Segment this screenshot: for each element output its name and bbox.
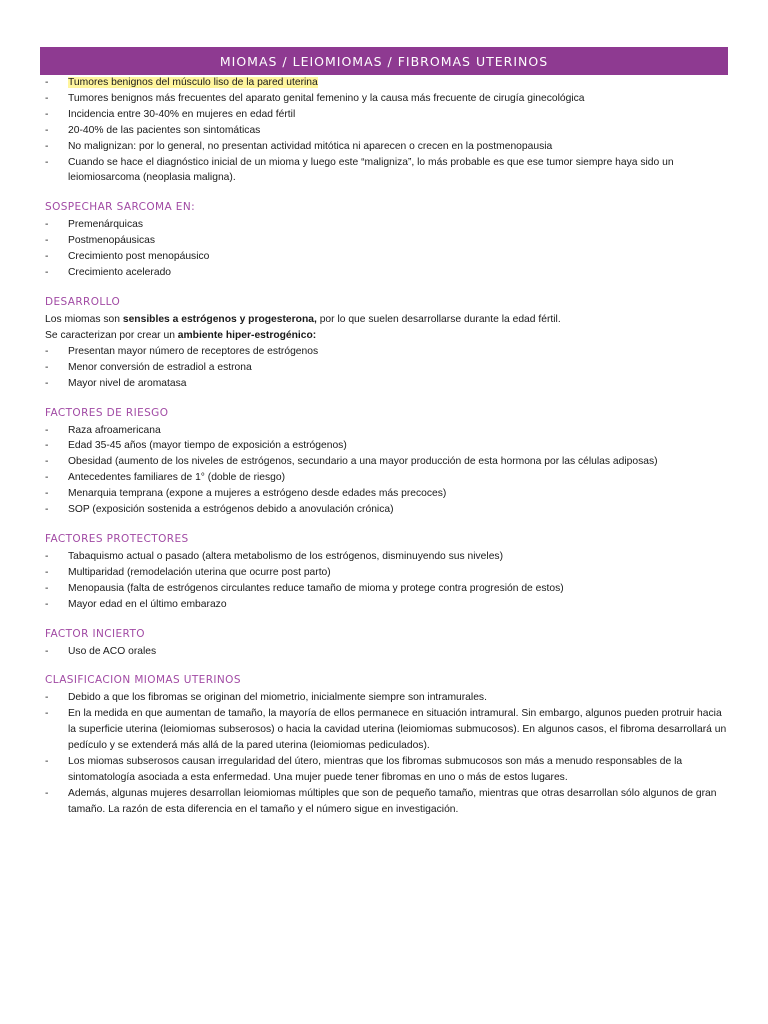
list-item: - Uso de ACO orales [45, 645, 157, 657]
document-title-bar [40, 47, 728, 75]
protectores-list [40, 549, 728, 613]
list-item: - Menarquia temprana (expone a mujeres a estrógeno desde edades más precoces) [45, 488, 447, 500]
list-item: - Mayor edad en el último embarazo [45, 598, 227, 610]
intro-list [40, 75, 728, 186]
list-item: - Cuando se hace el diagnóstico inicial de un mioma y luego este “maligniza”, lo más probable es que ese tumor siempre haya sido un leiomiosarcoma (neoplasia maligna). [45, 156, 674, 184]
desarrollo-paragraph-2: Se caracterizan por crear un ambiente hiper-estrogénico: [45, 329, 317, 341]
section-title-incierto: FACTOR INCIERTO [45, 627, 145, 640]
bold-text: ambiente hiper-estrogénico: [177, 329, 317, 341]
section-title-riesgo: FACTORES DE RIESGO [45, 406, 169, 419]
incierto-list [40, 644, 728, 660]
list-item: - Menopausia (falta de estrógenos circulantes reduce tamaño de mioma y protege contra progresión de estos) [45, 582, 564, 594]
list-item: - Postmenopáusicas [45, 235, 156, 247]
list-item: - Premenárquicas [45, 219, 143, 231]
list-item: - Debido a que los fibromas se originan del miometrio, inicialmente siempre son intramurales. [45, 692, 487, 704]
list-item: - Los miomas subserosos causan irregularidad del útero, mientras que los fibromas submucosos son más a menudo responsables de la sintomatología asociada a esta enfermedad. Una mujer puede tener fibromas en uno o más de estos lugares. [45, 756, 683, 783]
list-item: - Incidencia entre 30-40% en mujeres en edad fértil [45, 108, 296, 120]
list-item: - En la medida en que aumentan de tamaño, la mayoría de ellos permanece en situación intramural. Sin embargo, algunos pueden protruir hacia la superficie uterina (leiomiomas subserosos) o hacia la cavidad uterina (leiomiomas submucosos). En algunos casos, el fibroma desarrollará un pedículo y se extenderá más allá de la pared uterina (leiomiomas pediculados). [45, 708, 727, 752]
highlighted-text: Tumores benignos del músculo liso de la pared uterina [68, 77, 318, 88]
document-title: MIOMAS / LEIOMIOMAS / FIBROMAS UTERINOS [219, 53, 549, 69]
list-item: - Tabaquismo actual o pasado (altera metabolismo de los estrógenos, disminuyendo sus niveles) [45, 550, 503, 562]
list-item: - Antecedentes familiares de 1° (doble de riesgo) [45, 472, 286, 484]
list-item: - Presentan mayor número de receptores de estrógenos [45, 345, 319, 357]
desarrollo-list [40, 344, 728, 392]
sarcoma-list [40, 217, 728, 281]
desarrollo-paragraph-1: Los miomas son sensibles a estrógenos y progesterona, por lo que suelen desarrollarse durante la edad fértil. [45, 313, 561, 325]
list-item: - Obesidad (aumento de los niveles de estrógenos, secundario a una mayor producción de esta hormona por las células adiposas) [45, 456, 658, 468]
section-title-clasificacion: CLASIFICACION MIOMAS UTERINOS [45, 674, 241, 687]
list-item: - Menor conversión de estradiol a estrona [45, 361, 252, 373]
list-item: - Edad 35-45 años (mayor tiempo de exposición a estrógenos) [45, 440, 347, 452]
list-item: - Crecimiento post menopáusico [45, 251, 210, 263]
section-title-protectores: FACTORES PROTECTORES [45, 532, 189, 545]
document-page [40, 47, 728, 818]
list-item: - SOP (exposición sostenida a estrógenos debido a anovulación crónica) [45, 504, 394, 516]
clasificacion-list [40, 690, 728, 817]
section-title-desarrollo: DESARROLLO [45, 295, 121, 308]
list-item: - 20-40% de las pacientes son sintomáticas [45, 124, 261, 136]
list-item: - Multiparidad (remodelación uterina que ocurre post parto) [45, 566, 331, 578]
list-item: - Tumores benignos del músculo liso de la pared uterina [45, 77, 318, 88]
list-item: - No malignizan: por lo general, no presentan actividad mitótica ni aparecen o crecen en la postmenopausia [45, 140, 553, 152]
list-item: - Mayor nivel de aromatasa [45, 377, 187, 389]
list-item: - Crecimiento acelerado [45, 267, 172, 279]
section-title-sarcoma: SOSPECHAR SARCOMA EN: [45, 201, 196, 214]
list-item: - Raza afroamericana [45, 424, 161, 436]
bold-text: sensibles a estrógenos y progesterona, [122, 313, 317, 325]
list-item: - Tumores benignos más frecuentes del aparato genital femenino y la causa más frecuente de cirugía ginecológica [45, 92, 585, 104]
riesgo-list [40, 423, 728, 518]
list-item: - Además, algunas mujeres desarrollan leiomiomas múltiples que son de pequeño tamaño, mientras que otras desarrollan sólo algunos de gran tamaño. La razón de esta diferencia en el tamaño y el número sigue en investigación. [45, 787, 717, 815]
